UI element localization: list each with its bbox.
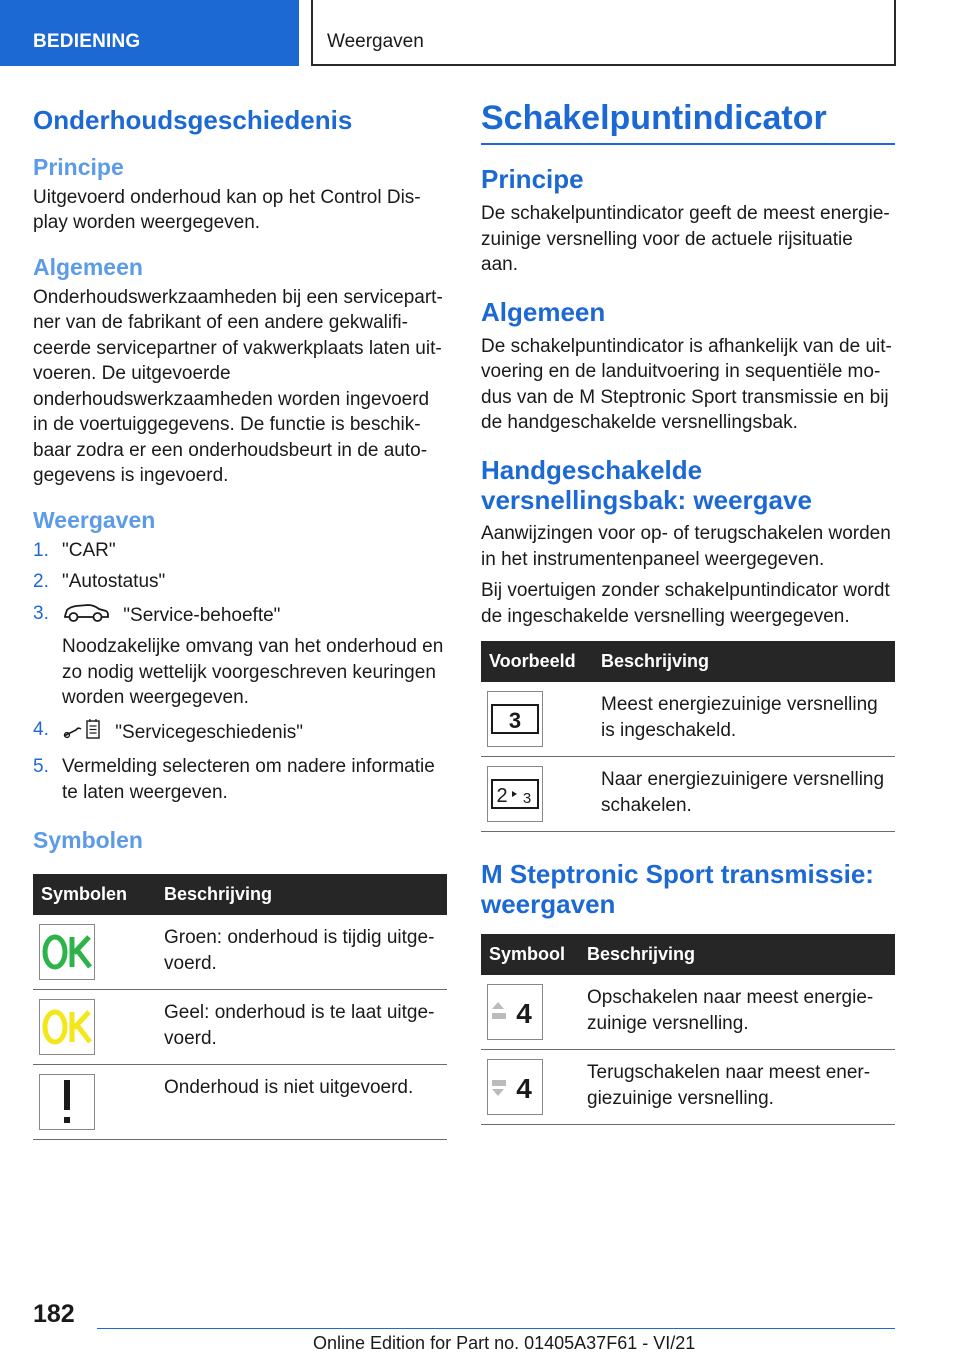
algemeen-text: De schakelpuntindicator is afhankelijk van de uitvoering en de landuitvoering in sequentiële modus van de M Steptronic Sport transmissie en bij de handgeschakelde versnellingsbak.	[481, 335, 892, 434]
ok-yellow-icon	[39, 999, 95, 1055]
principe-text: Uitgevoerd onderhoud kan op het Control Display worden weergegeven.	[33, 186, 421, 234]
table-header: Voorbeeld	[481, 641, 593, 682]
header-section-tab	[0, 0, 299, 66]
gear-table	[481, 641, 895, 832]
table-header: Beschrijving	[579, 934, 895, 975]
list-item: 4. "Servicegeschiedenis"	[33, 717, 447, 749]
heading-symbolen: Symbolen	[33, 827, 143, 854]
upshift-4-icon	[487, 984, 543, 1040]
heading-algemeen: Algemeen	[33, 253, 143, 280]
table-header: Beschrijving	[593, 641, 895, 682]
table-row	[481, 975, 895, 1050]
list-item: 3. "Service-behoefte" Noodzakelijke omvang van het onderhoud en zo nodig wettelijk voorgeschreven keuringen worden weergegeven.	[33, 601, 447, 711]
gear-3-glyph: 3	[508, 708, 522, 734]
heading-algemeen: Algemeen	[481, 296, 606, 327]
table-cell: Terugschakelen naar meest energiezuinige versnelling.	[579, 1050, 895, 1125]
list-item: 2. "Autostatus"	[33, 571, 166, 593]
footer-edition: Online Edition for Part no. 01405A37F61 - VI/21	[313, 1333, 696, 1353]
heading-steptronic: M Steptronic Sport transmissie: weergaven	[481, 859, 874, 920]
downshift-glyph: 4	[516, 1073, 532, 1103]
table-cell: Opschakelen naar meest energiezuinige versnelling.	[579, 975, 895, 1050]
ok-green-icon	[39, 924, 95, 980]
page-number: 182	[33, 1300, 75, 1328]
steptronic-table	[481, 934, 895, 1125]
hand-text-1: Aanwijzingen voor op- of terugschakelen worden in het instrumentenpaneel weergegeven.	[481, 523, 891, 570]
car-icon	[62, 601, 110, 631]
table-row	[33, 1065, 447, 1140]
steps-list	[33, 538, 447, 806]
table-cell: Meest energiezuinige versnelling is ingeschakeld.	[593, 682, 895, 757]
table-cell: Groen: onderhoud is tijdig uitgevoerd.	[156, 915, 447, 990]
table-cell: Naar energiezuinigere versnelling schakelen.	[593, 757, 895, 832]
right-column	[481, 100, 895, 1125]
section-title-schakelpuntindicator: Schakelpuntindicator	[481, 100, 895, 145]
heading-principe: Principe	[481, 164, 584, 195]
gear-from-glyph: 2	[496, 785, 508, 808]
list-item: 5. Vermelding selecteren om nadere informatie te laten weergeven.	[33, 756, 435, 803]
service-history-icon	[62, 717, 102, 749]
hand-text-2: Bij voertuigen zonder schakelpuntindicator wordt de ingeschakelde versnelling weergegeven.	[481, 580, 890, 627]
symbols-table	[33, 874, 447, 1140]
gear-3-icon	[487, 691, 543, 747]
table-header: Symbolen	[33, 874, 156, 915]
downshift-4-icon	[487, 1059, 543, 1115]
header-section-label: BEDIENING	[33, 31, 141, 52]
section-title-onderhoudsgeschiedenis: Onderhoudsgeschiedenis	[33, 105, 353, 135]
heading-weergaven: Weergaven	[33, 506, 156, 533]
table-cell: Onderhoud is niet uitgevoerd.	[156, 1065, 447, 1140]
heading-handgeschakelde: Handgeschakelde versnellingsbak: weergave	[481, 454, 812, 515]
table-row	[481, 757, 895, 832]
gear-to-glyph: 3	[522, 790, 532, 808]
principe-text: De schakelpuntindicator geeft de meest energiezuinige versnelling voor de actuele rijsituatie aan.	[481, 203, 890, 276]
table-header: Beschrijving	[156, 874, 447, 915]
upshift-glyph: 4	[516, 998, 532, 1028]
header-title: Weergaven	[327, 31, 424, 52]
algemeen-text: Onderhoudswerkzaamheden bij een servicepartner van de fabrikant of een andere gekwalificeerde servicepartner of vakwerkplaats laten uitvoeren. De uitgevoerde onderhoudswerkzaamheden worden ingevoerd in de voertuiggegevens. De functie is beschikbaar zodra er een onderhoudsbeurt in de autogegevens is ingevoerd.	[33, 286, 443, 487]
table-row	[33, 915, 447, 990]
gear-2-to-3-icon	[487, 766, 543, 822]
left-column	[33, 100, 447, 1140]
table-row	[481, 1050, 895, 1125]
table-cell: Geel: onderhoud is te laat uitgevoerd.	[156, 990, 447, 1065]
exclamation-icon	[39, 1074, 95, 1130]
header-title-box	[311, 0, 896, 66]
list-item: 1. "CAR"	[33, 539, 116, 561]
table-header: Symbool	[481, 934, 579, 975]
table-row	[33, 990, 447, 1065]
step-3-extra: Noodzakelijke omvang van het onderhoud en zo nodig wettelijk voorgeschreven keuringen worden weergegeven.	[62, 636, 444, 709]
footer-divider	[97, 1328, 895, 1329]
heading-principe: Principe	[33, 153, 124, 180]
table-row	[481, 682, 895, 757]
